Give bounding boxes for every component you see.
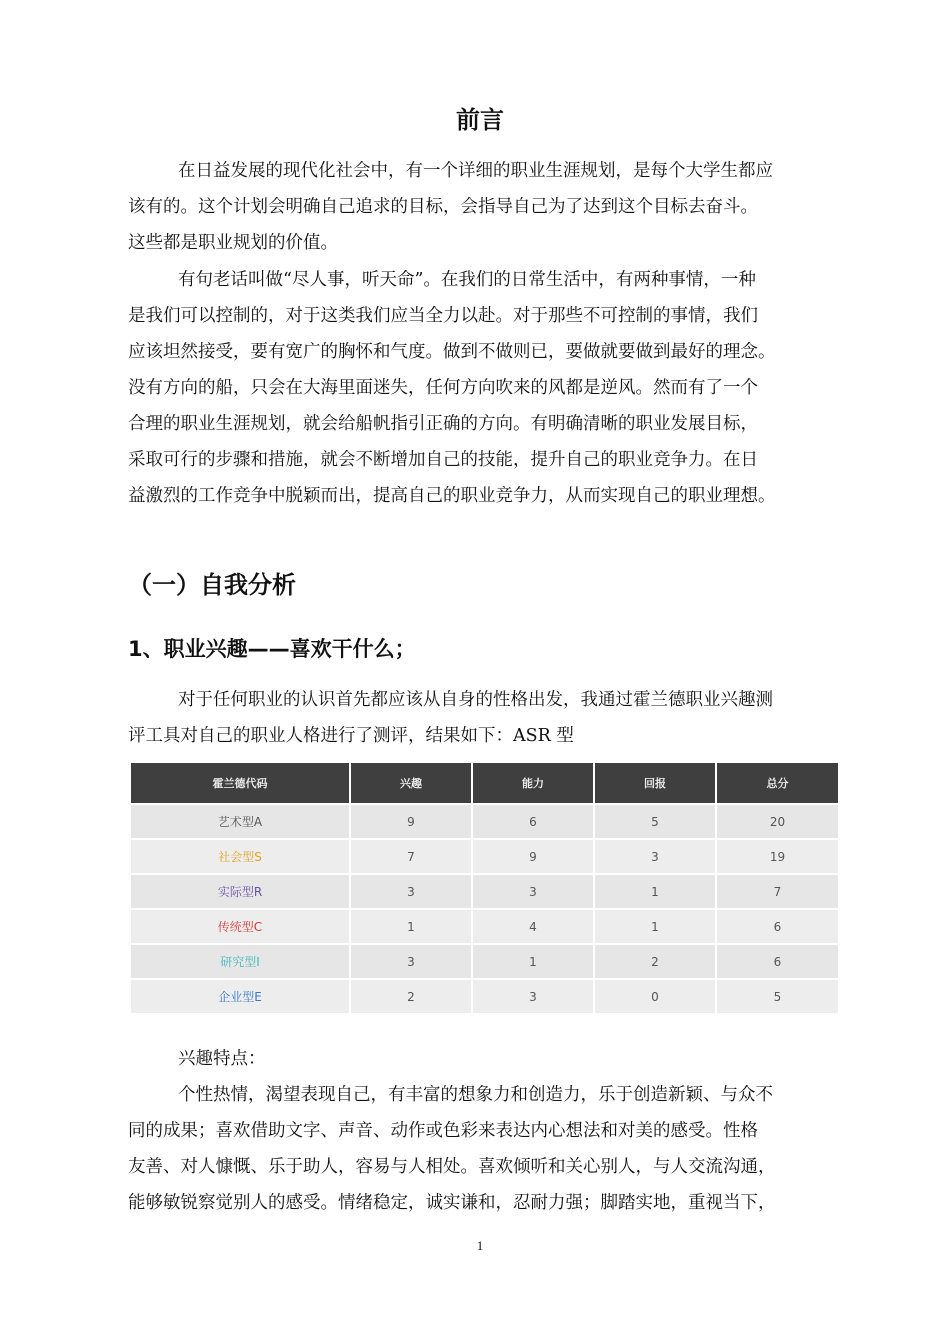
interest-cell: 1: [350, 909, 472, 944]
text-line: 同的成果；喜欢借助文字、声音、动作或色彩来表达内心想法和对美的感受。性格: [128, 1121, 758, 1141]
text-line: 在日益发展的现代化社会中，有一个详细的职业生涯规划，是每个大学生都应: [178, 161, 773, 181]
ability-cell: 3: [472, 874, 594, 909]
total-cell: 19: [716, 839, 838, 874]
text-line: 这些都是职业规划的价值。: [128, 233, 338, 253]
subsection-heading: 1、职业兴趣——喜欢干什么；: [128, 637, 416, 661]
total-cell: 20: [716, 804, 838, 839]
table-header-row: [131, 763, 838, 804]
total-cell: 7: [716, 874, 838, 909]
header-reward: 回报: [594, 763, 716, 804]
table-row: [131, 874, 838, 909]
text-line: 该有的。这个计划会明确自己追求的目标，会指导自己为了达到这个目标去奋斗。: [128, 197, 758, 217]
traits-label: 兴趣特点：: [178, 1049, 266, 1069]
reward-cell: 2: [594, 944, 716, 979]
text-line: 能够敏锐察觉别人的感受。情绪稳定，诚实谦和，忍耐力强；脚踏实地，重视当下，: [128, 1193, 776, 1213]
preface-paragraph-2: [128, 262, 832, 514]
table-row: [131, 979, 838, 1013]
text-line: 是我们可以控制的，对于这类我们应当全力以赴。对于那些不可控制的事情，我们: [128, 306, 758, 326]
interest-cell: 7: [350, 839, 472, 874]
code-cell: 企业型E: [131, 979, 350, 1013]
header-code: 霍兰德代码: [131, 763, 350, 804]
interest-cell: 2: [350, 979, 472, 1013]
ability-cell: 1: [472, 944, 594, 979]
code-cell: 传统型C: [131, 909, 350, 944]
preface-paragraph-1: [128, 153, 832, 261]
table-row: [131, 909, 838, 944]
text-line: 合理的职业生涯规划，就会给船帆指引正确的方向。有明确清晰的职业发展目标，: [128, 414, 758, 434]
reward-cell: 1: [594, 874, 716, 909]
traits-paragraph: [128, 1077, 832, 1221]
ability-cell: 6: [472, 804, 594, 839]
reward-cell: 5: [594, 804, 716, 839]
table-row: [131, 804, 838, 839]
text-line: 对于任何职业的认识首先都应该从自身的性格出发，我通过霍兰德职业兴趣测: [178, 690, 773, 710]
text-line: 友善、对人慷慨、乐于助人，容易与人相处。喜欢倾听和关心别人，与人交流沟通，: [128, 1157, 776, 1177]
reward-cell: 0: [594, 979, 716, 1013]
table-row: [131, 839, 838, 874]
code-cell: 研究型I: [131, 944, 350, 979]
total-cell: 6: [716, 909, 838, 944]
text-line: 应该坦然接受，要有宽广的胸怀和气度。做到不做则已，要做就要做到最好的理念。: [128, 342, 776, 362]
table-row: [131, 944, 838, 979]
page-title: 前言: [456, 106, 504, 134]
code-cell: 实际型R: [131, 874, 350, 909]
text-line: 有句老话叫做“尽人事，听天命”。在我们的日常生活中，有两种事情，一种: [178, 270, 756, 290]
code-cell: 社会型S: [131, 839, 350, 874]
text-line: 没有方向的船，只会在大海里面迷失，任何方向吹来的风都是逆风。然而有了一个: [128, 378, 758, 398]
ability-cell: 9: [472, 839, 594, 874]
text-line: 个性热情，渴望表现自己，有丰富的想象力和创造力，乐于创造新颖、与众不: [178, 1085, 773, 1105]
holland-code-table: [131, 763, 838, 1013]
traits-label-paragraph: [128, 1041, 832, 1077]
interest-cell: 3: [350, 874, 472, 909]
reward-cell: 1: [594, 909, 716, 944]
reward-cell: 3: [594, 839, 716, 874]
header-ability: 能力: [472, 763, 594, 804]
text-line: 采取可行的步骤和措施，就会不断增加自己的技能，提升自己的职业竞争力。在日: [128, 450, 758, 470]
ability-cell: 3: [472, 979, 594, 1013]
section-heading: （一）自我分析: [128, 571, 296, 599]
ability-cell: 4: [472, 909, 594, 944]
intro-paragraph: [128, 682, 832, 754]
interest-cell: 9: [350, 804, 472, 839]
header-total: 总分: [716, 763, 838, 804]
header-interest: 兴趣: [350, 763, 472, 804]
page-number: 1: [476, 1238, 484, 1253]
text-line: 益激烈的工作竞争中脱颖而出，提高自己的职业竞争力，从而实现自己的职业理想。: [128, 486, 776, 506]
total-cell: 6: [716, 944, 838, 979]
code-cell: 艺术型A: [131, 804, 350, 839]
total-cell: 5: [716, 979, 838, 1013]
interest-cell: 3: [350, 944, 472, 979]
text-line: 评工具对自己的职业人格进行了测评，结果如下：ASR 型: [128, 726, 574, 746]
